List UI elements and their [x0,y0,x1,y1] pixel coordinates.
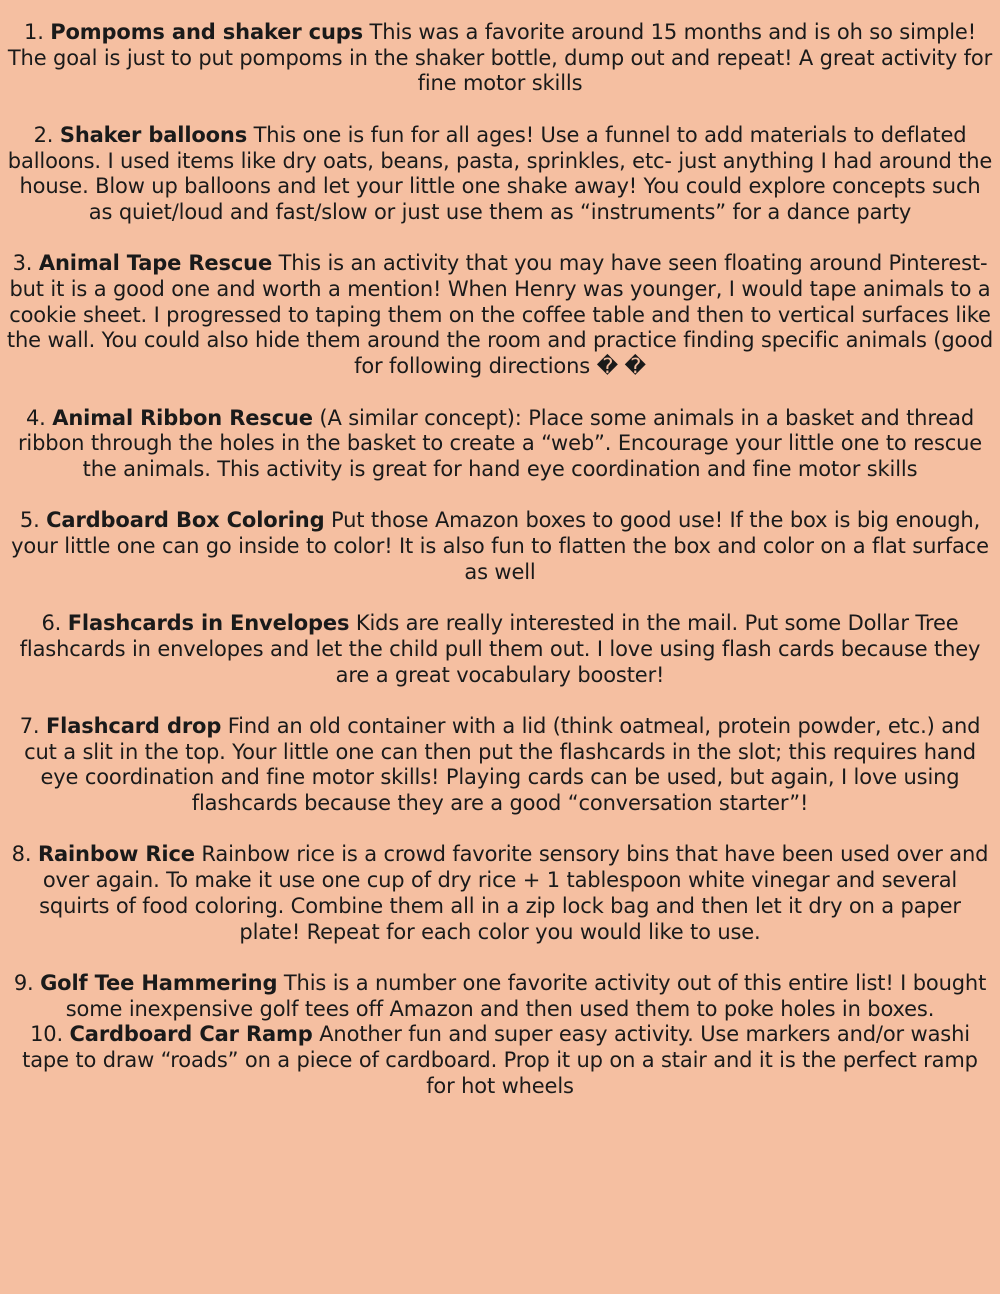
item-title: Golf Tee Hammering [40,970,278,995]
item-title: Flashcards in Envelopes [67,611,350,636]
item-number: 2. [33,122,54,147]
item-title: Flashcard drop [45,713,222,738]
item-title: Animal Ribbon Rescue [52,405,313,430]
activity-item-1 [6,20,994,97]
item-text: This was a favorite around 15 months and is oh so simple! The goal is just to put pompoms in the shaker bottle, dump out and repeat! A great activity for fine motor skills [7,20,993,96]
item-number: 6. [41,611,62,636]
item-number: 8. [11,842,32,867]
activity-item-5 [6,508,994,585]
item-text: Kids are really interested in the mail. Put some Dollar Tree flashcards in envelopes and let the child pull them out. I love using flash cards because they are a great vocabulary booster! [19,611,981,687]
activity-item-4 [6,406,994,483]
item-text: Find an old container with a lid (think oatmeal, protein powder, etc.) and cut a slit in the top. Your little one can then put the flashcards in the slot; this requires hand eye coordination and fine motor skills! Playing cards can be used, but again, I love using flashcards because they are a good “conversation starter”! [24,713,981,815]
item-title: Cardboard Car Ramp [69,1022,313,1047]
item-number: 4. [25,405,46,430]
item-title: Pompoms and shaker cups [50,20,364,44]
item-number: 9. [13,970,34,995]
item-text: Rainbow rice is a crowd favorite sensory bins that have been used over and over again. To make it use one cup of dry rice + 1 tablespoon white vinegar and several squirts of food coloring. Combine them all in a zip lock bag and then let it dry on a paper plate! Repeat for each color you would like to use. [39,842,989,944]
item-number: 10. [30,1022,64,1047]
item-title: Shaker balloons [59,122,248,147]
activity-item-2 [6,123,994,226]
item-number: 5. [19,508,40,533]
item-title: Rainbow Rice [37,842,195,867]
item-text: This one is fun for all ages! Use a funnel to add materials to deflated balloons. I used items like dry oats, beans, pasta, sprinkles, etc- just anything I had around the house. Blow up balloons and let your little one shake away! You could explore concepts such as quiet/loud and fast/slow or just use them as “instruments” for a dance party [7,122,993,224]
item-number: 7. [19,713,40,738]
item-number: 3. [12,251,33,276]
activity-item-7 [6,714,994,817]
item-number: 1. [24,20,44,44]
activity-item-6 [6,611,994,688]
activity-item-9 [6,971,994,1022]
item-text: (A similar concept): Place some animals in a basket and thread ribbon through the holes in the basket to create a “web”. Encourage your little one to rescue the animals. This activity is great for hand eye coordination and fine motor skills [17,405,983,481]
activity-item-10 [6,1022,994,1099]
activity-item-3 [6,251,994,380]
item-title: Cardboard Box Coloring [46,508,325,533]
item-text: Another fun and super easy activity. Use markers and/or washi tape to draw “roads” on a piece of cardboard. Prop it up on a stair and it is the perfect ramp for hot wheels [22,1022,978,1098]
item-text: This is an activity that you may have seen floating around Pinterest-but it is a good one and worth a mention! When Henry was younger, I would tape animals to a cookie sheet. I progressed to taping them on the coffee table and then to vertical surfaces like the wall. You could also hide them around the room and practice finding specific animals (good for following directions � � [6,251,994,379]
item-title: Animal Tape Rescue [38,251,273,276]
activity-item-8 [6,842,994,945]
item-text: This is a number one favorite activity out of this entire list! I bought some inexpensive golf tees off Amazon and then used them to poke holes in boxes. [65,970,987,1021]
item-text: Put those Amazon boxes to good use! If the box is big enough, your little one can go inside to color! It is also fun to flatten the box and color on a flat surface as well [11,508,989,584]
